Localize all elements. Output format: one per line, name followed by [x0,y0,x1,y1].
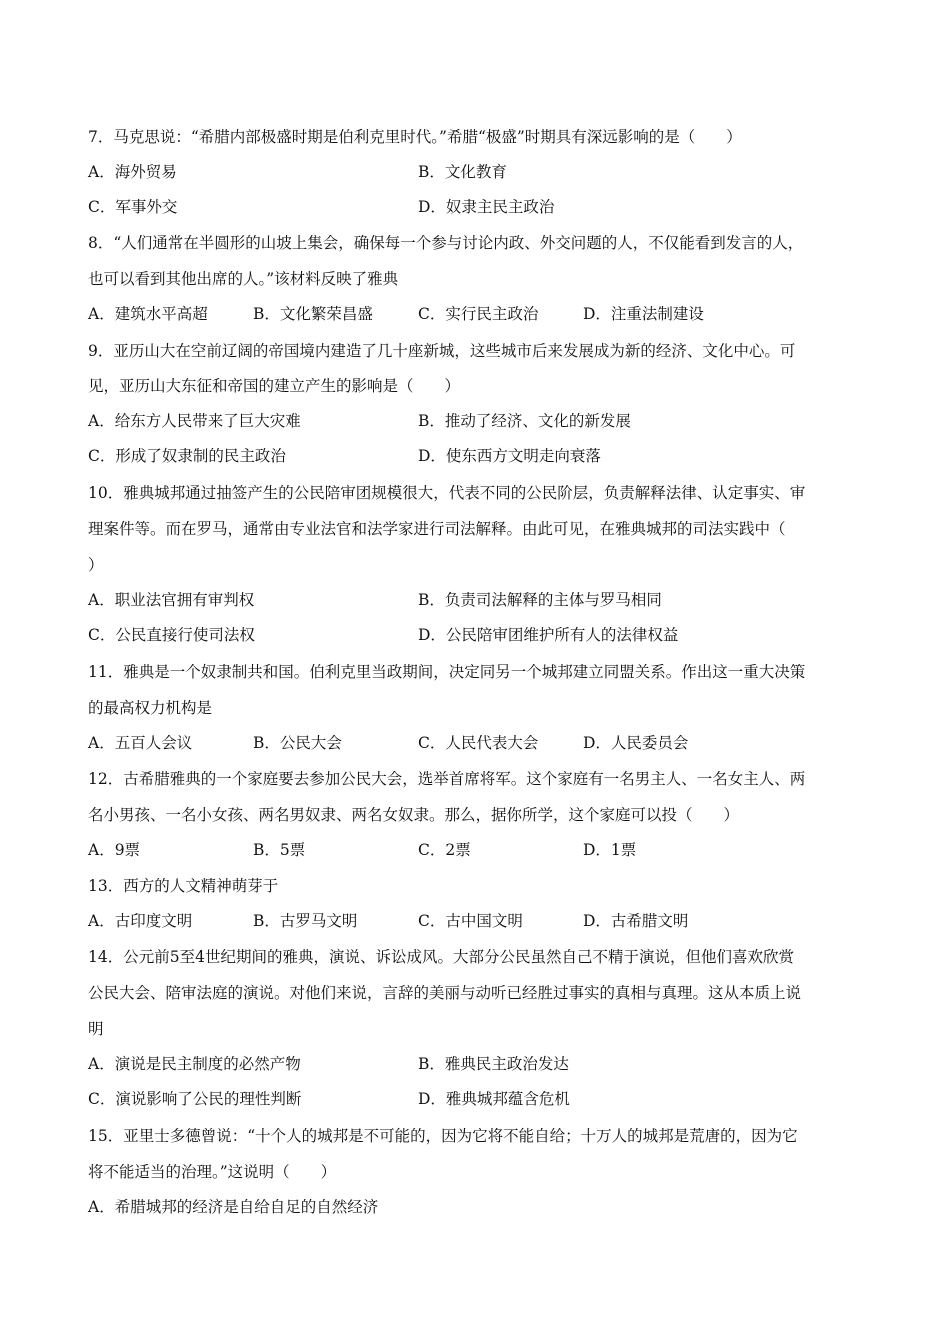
question-14-stem-line-2: 公民大会、陪审法庭的演说。对他们来说，言辞的美丽与动听已经胜过事实的真相与真理。这从本质上说 [88,984,802,1002]
question-9-option-d: D．使东西方文明走向衰落 [418,447,601,465]
question-8-stem-line-1: 8．“人们通常在半圆形的山坡上集会，确保每一个参与讨论内政、外交问题的人，不仅能看到发言的人， [88,234,804,252]
question-12-option-b: B．5票 [253,841,306,859]
question-14-option-b: B．雅典民主政治发达 [418,1055,569,1073]
question-14-stem-line-3: 明 [88,1020,104,1038]
question-14-stem-line-1: 14．公元前5至4世纪期间的雅典，演说、诉讼成风。大部分公民虽然自己不精于演说，但他们喜欢欣赏 [88,948,794,966]
question-9-stem-line-2: 见，亚历山大东征和帝国的建立产生的影响是（ ） [88,377,461,395]
question-13-stem: 13．西方的人文精神萌芽于 [88,877,279,895]
question-12-option-c: C．2票 [418,841,471,859]
question-11-option-a: A．五百人会议 [88,734,193,752]
question-8-option-b: B．文化繁荣昌盛 [253,305,373,323]
question-13-option-a: A．古印度文明 [88,912,193,930]
question-13-option-d: D．古希腊文明 [583,912,689,930]
question-7-option-d: D．奴隶主民主政治 [418,198,555,216]
question-10-option-d: D．公民陪审团维护所有人的法律权益 [418,626,679,644]
question-13-option-b: B．古罗马文明 [253,912,358,930]
question-9-option-c: C．形成了奴隶制的民主政治 [88,447,286,465]
question-11-stem-line-1: 11．雅典是一个奴隶制共和国。伯利克里当政期间，决定同另一个城邦建立同盟关系。作出这一重大决策 [88,663,806,681]
question-9-option-a: A．给东方人民带来了巨大灾难 [88,412,301,430]
question-13-option-c: C．古中国文明 [418,912,523,930]
question-11-option-b: B．公民大会 [253,734,342,752]
question-9-stem-line-1: 9．亚历山大在空前辽阔的帝国境内建造了几十座新城，这些城市后来发展成为新的经济、文化中心。可 [88,342,796,360]
question-7-stem: 7．马克思说：“希腊内部极盛时期是伯利克里时代。”希腊“极盛”时期具有深远影响的是（ ） [88,128,742,146]
question-8-stem-line-2: 也可以看到其他出席的人。”该材料反映了雅典 [88,270,399,288]
question-8-option-d: D．注重法制建设 [583,305,704,323]
question-11-option-d: D．人民委员会 [583,734,689,752]
question-12-option-d: D．1票 [583,841,637,859]
question-11-option-c: C．人民代表大会 [418,734,539,752]
question-15-option-a: A．希腊城邦的经济是自给自足的自然经济 [88,1198,379,1216]
question-10-option-a: A．职业法官拥有审判权 [88,591,255,609]
question-7-option-c: C．军事外交 [88,198,178,216]
question-9-option-b: B．推动了经济、文化的新发展 [418,412,631,430]
question-15-stem-line-2: 将不能适当的治理。”这说明（ ） [88,1163,337,1181]
question-10-stem-line-3: ） [88,556,104,574]
question-8-option-c: C．实行民主政治 [418,305,539,323]
question-7-option-b: B．文化教育 [418,163,507,181]
question-12-stem-line-2: 名小男孩、一名小女孩、两名男奴隶、两名女奴隶。那么，据你所学，这个家庭可以投（ ） [88,806,740,824]
question-8-option-a: A．建筑水平高超 [88,305,208,323]
question-10-option-c: C．公民直接行使司法权 [88,626,255,644]
question-10-stem-line-1: 10．雅典城邦通过抽签产生的公民陪审团规模很大，代表不同的公民阶层，负责解释法律、认定事实、审 [88,484,806,502]
question-14-option-d: D．雅典城邦蕴含危机 [418,1090,570,1108]
question-12-stem-line-1: 12．古希腊雅典的一个家庭要去参加公民大会，选举首席将军。这个家庭有一名男主人、一名女主人、两 [88,770,806,788]
question-11-stem-line-2: 的最高权力机构是 [88,699,213,717]
question-14-option-a: A．演说是民主制度的必然产物 [88,1055,301,1073]
question-12-option-a: A．9票 [88,841,141,859]
question-15-stem-line-1: 15．亚里士多德曾说：“十个人的城邦是不可能的，因为它将不能自给；十万人的城邦是荒唐的，因为它 [88,1127,798,1145]
question-10-option-b: B．负责司法解释的主体与罗马相同 [418,591,662,609]
question-7-option-a: A．海外贸易 [88,163,177,181]
question-10-stem-line-2: 理案件等。而在罗马，通常由专业法官和法学家进行司法解释。由此可见，在雅典城邦的司法实践中（ [88,520,786,538]
question-14-option-c: C．演说影响了公民的理性判断 [88,1090,302,1108]
